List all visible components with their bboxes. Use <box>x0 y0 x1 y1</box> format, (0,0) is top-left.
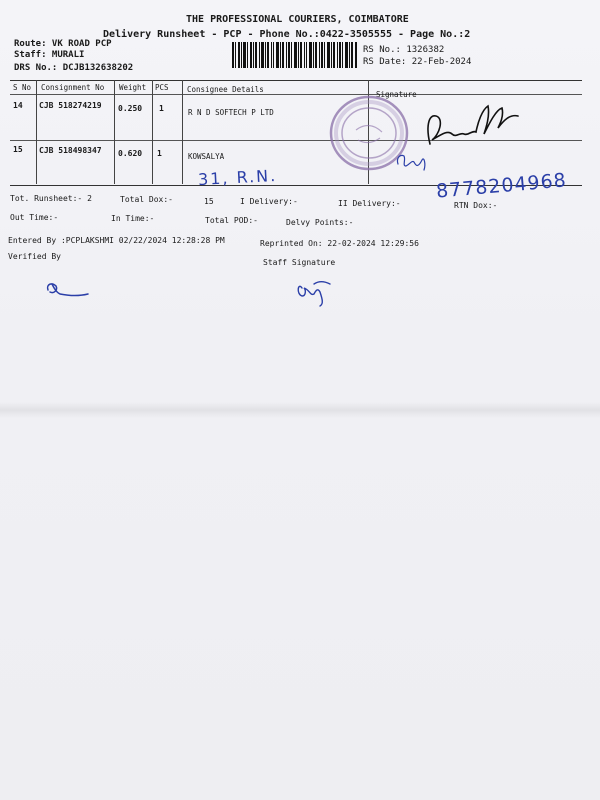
column-divider <box>114 80 115 184</box>
col-header-sno: S No <box>13 83 32 92</box>
staff-signature-label: Staff Signature <box>263 258 336 267</box>
ii-delivery-label: II Delivery:- <box>338 199 401 208</box>
delvy-points-label: Delvy Points:- <box>286 218 354 227</box>
col-header-pcs: PCS <box>155 83 169 92</box>
initials-signature <box>392 146 432 172</box>
barcode-image <box>232 42 358 68</box>
paper-fold <box>0 402 600 418</box>
verifier-signature <box>42 278 92 302</box>
route-label: Route: VK ROAD PCP <box>14 39 112 49</box>
table-row-sno: 14 <box>13 101 23 110</box>
table-row-weight: 0.250 <box>118 104 143 113</box>
receiver-signature <box>418 94 524 150</box>
column-divider <box>36 80 37 184</box>
col-header-signature: Signature <box>376 90 417 99</box>
col-header-weight: Weight <box>119 83 147 92</box>
table-row-consignment: CJB 518498347 <box>39 146 102 155</box>
column-divider <box>182 80 183 184</box>
entered-by: Entered By :PCPLAKSHMI 02/22/2024 12:28:28 PM <box>8 236 225 245</box>
total-dox-label: Total Dox:- <box>120 195 173 204</box>
verified-by-label: Verified By <box>8 252 61 261</box>
out-time-label: Out Time:- <box>10 213 59 222</box>
total-pod-label: Total POD:- <box>205 216 258 225</box>
staff-signature <box>292 274 336 310</box>
drs-number: DRS No.: DCJB132638202 <box>14 63 134 73</box>
rs-date: RS Date: 22-Feb-2024 <box>363 57 472 67</box>
col-header-consignee: Consignee Details <box>187 85 264 94</box>
company-name: THE PROFESSIONAL COURIERS, COIMBATORE <box>186 14 409 25</box>
col-header-consignment: Consignment No <box>41 83 105 92</box>
total-dox-value: 15 <box>204 197 214 206</box>
column-divider <box>152 80 153 184</box>
table-row-consignment: CJB 518274219 <box>39 101 102 110</box>
table-row-weight: 0.620 <box>118 149 143 158</box>
in-time-label: In Time:- <box>111 214 155 223</box>
rs-number: RS No.: 1326382 <box>363 45 445 55</box>
reprinted-on: Reprinted On: 22-02-2024 12:29:56 <box>260 239 419 248</box>
handwritten-phone: 8778204968 <box>435 169 568 203</box>
rtn-dox-label: RTN Dox:- <box>454 201 498 210</box>
table-row-pcs: 1 <box>159 104 164 113</box>
i-delivery-label: I Delivery:- <box>240 197 298 206</box>
handwritten-address: 31, R.N. <box>197 165 278 190</box>
table-row-pcs: 1 <box>157 149 162 158</box>
table-row-consignee: KOWSALYA <box>188 152 225 161</box>
staff-label: Staff: MURALI <box>14 50 85 60</box>
runsheet-title: Delivery Runsheet - PCP - Phone No.:0422-3505555 - Page No.:2 <box>103 29 471 40</box>
total-runsheet: Tot. Runsheet:- 2 <box>10 194 92 203</box>
table-row-sno: 15 <box>13 145 23 154</box>
table-row-consignee: R N D SOFTECH P LTD <box>188 108 274 117</box>
